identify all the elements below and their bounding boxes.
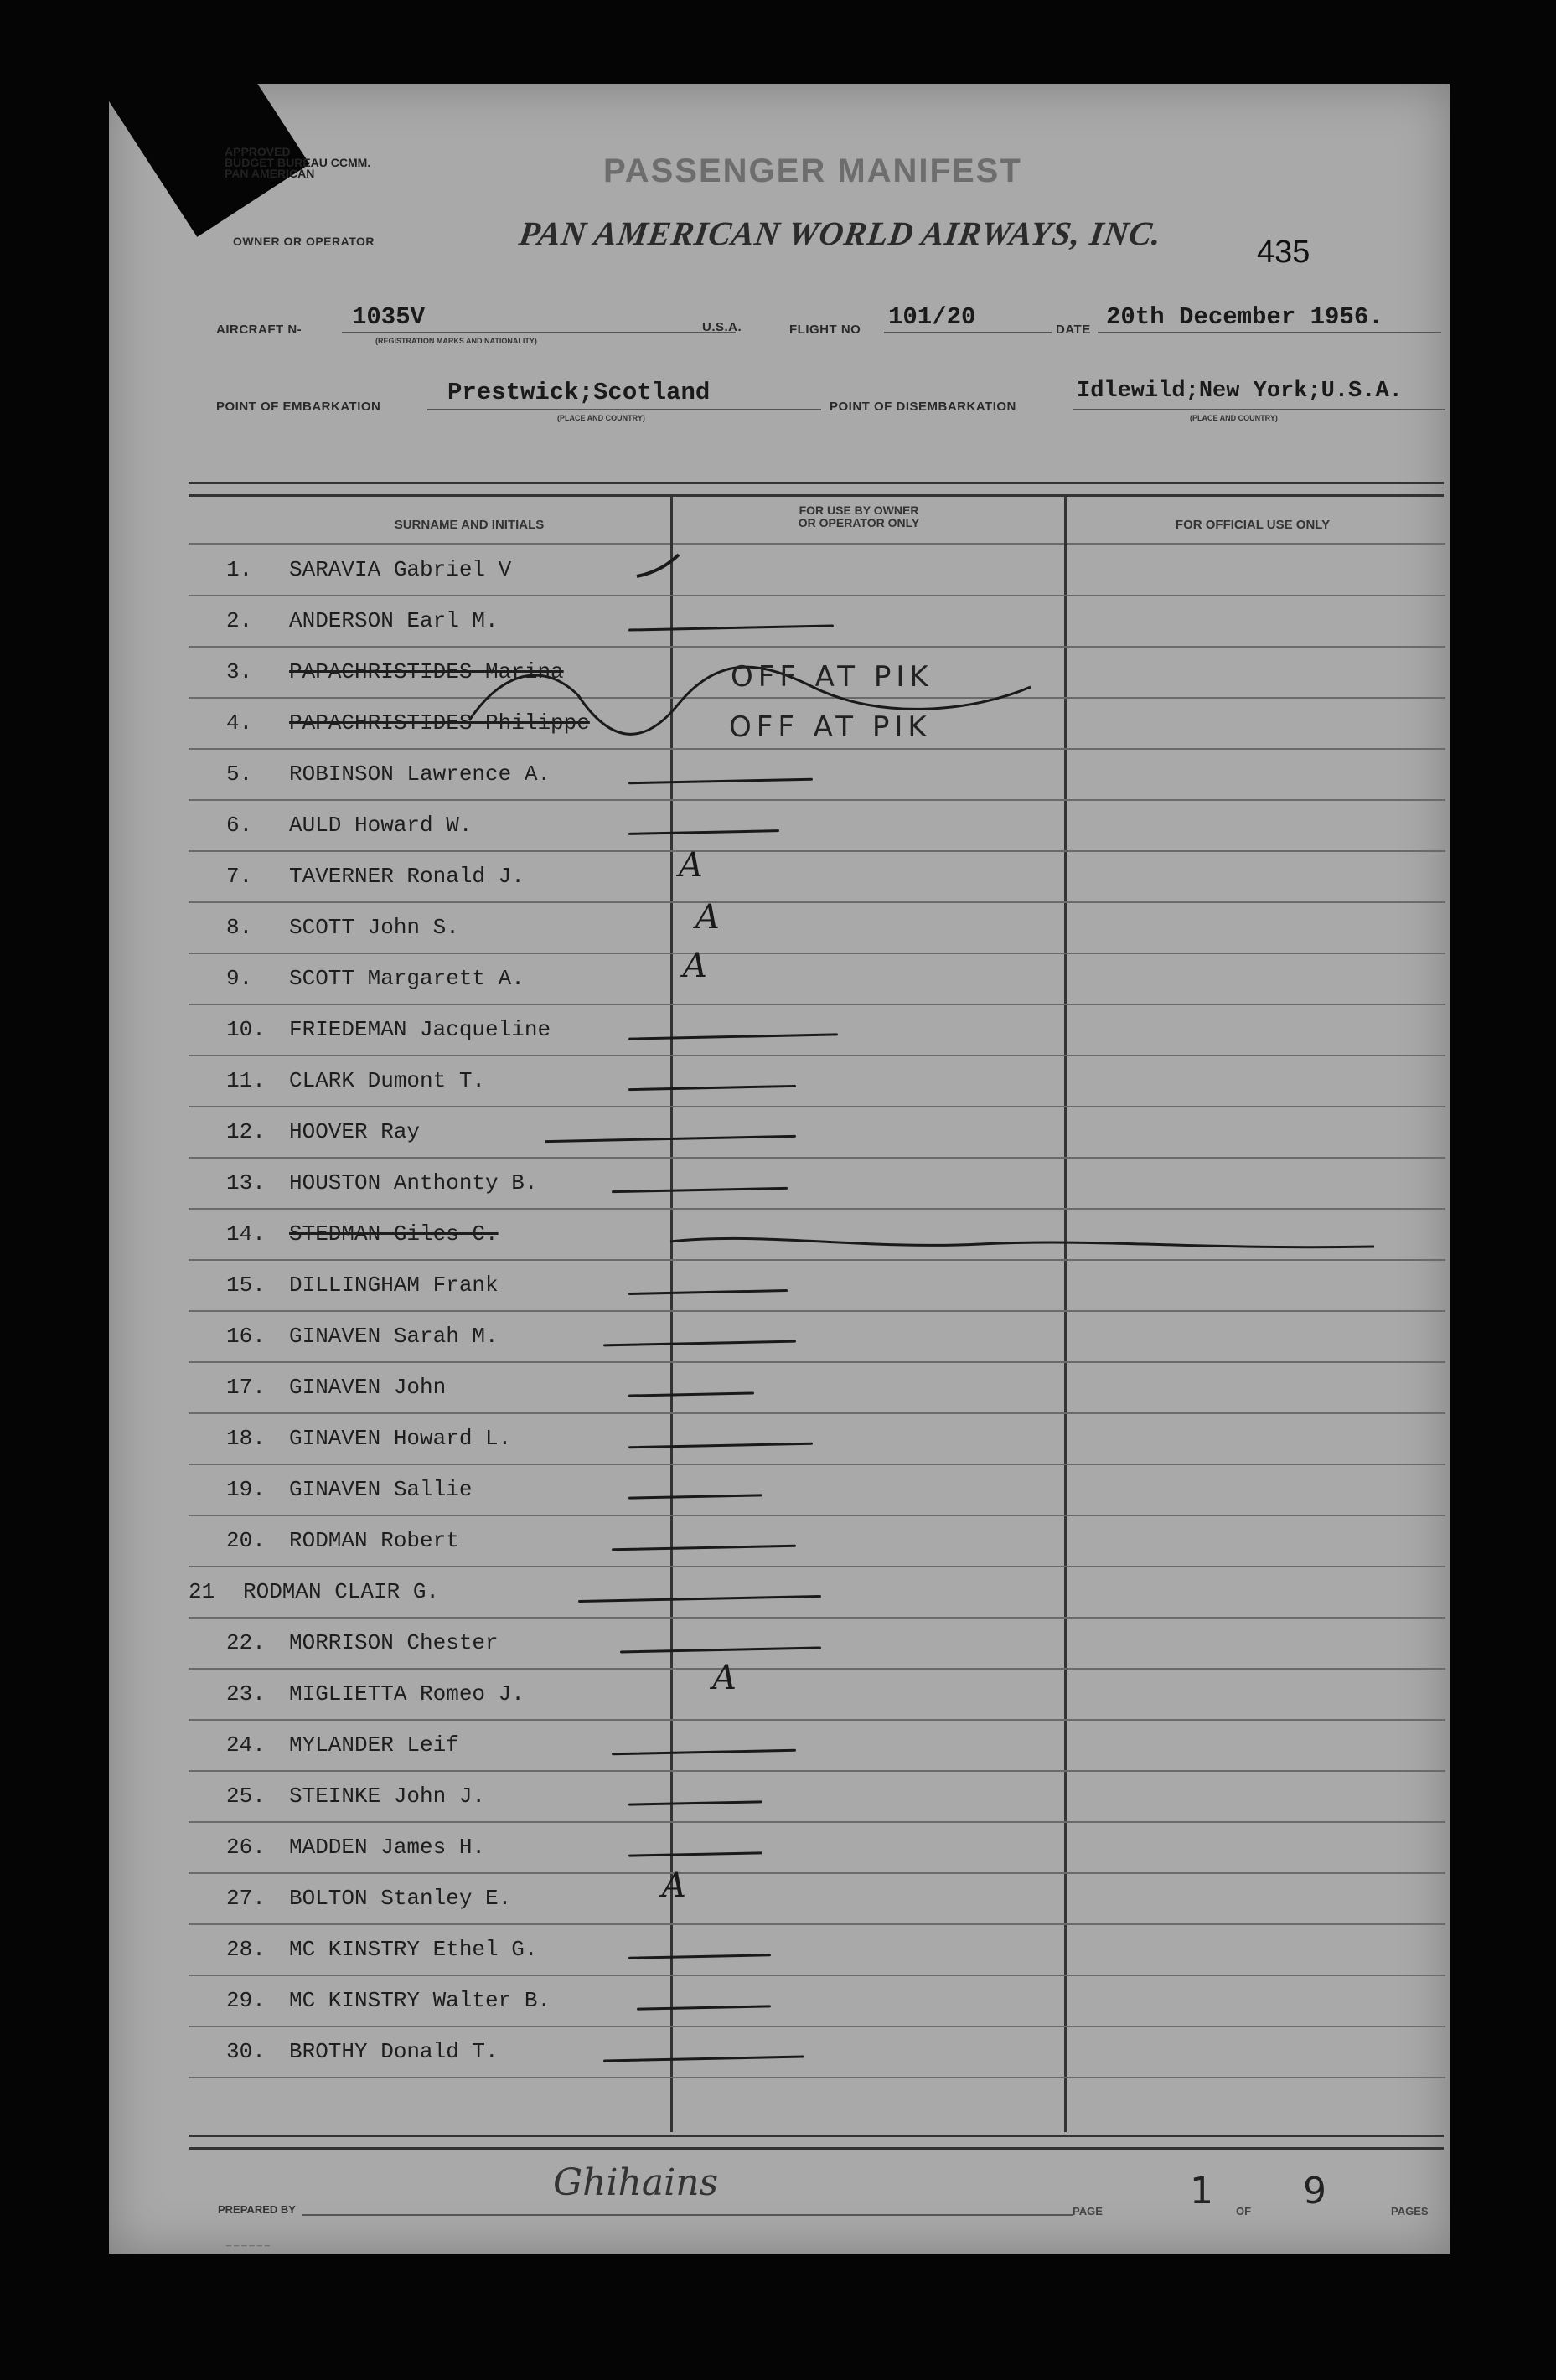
- row-number: 30.: [226, 2039, 266, 2064]
- aircraft-label: AIRCRAFT N-: [216, 323, 302, 337]
- initial-mark-row-23: A: [712, 1659, 737, 1697]
- passenger-name: GINAVEN Sarah M.: [289, 1324, 499, 1349]
- passenger-name: STEDMAN Giles C.: [289, 1221, 499, 1247]
- prepared-underline: [302, 2214, 1073, 2216]
- disembarkation-label: POINT OF DISEMBARKATION: [830, 400, 1016, 414]
- passenger-name: CLARK Dumont T.: [289, 1068, 486, 1093]
- embarkation-value: Prestwick;Scotland: [447, 379, 711, 406]
- passenger-name: RODMAN Robert: [289, 1528, 459, 1553]
- row-number: 5.: [226, 761, 253, 787]
- disembarkation-value: Idlewild;New York;U.S.A.: [1077, 379, 1403, 404]
- embarkation-label: POINT OF EMBARKATION: [216, 400, 381, 414]
- row-number: 29.: [226, 1988, 266, 2013]
- passenger-name: PAPACHRISTIDES Philippe: [289, 710, 590, 736]
- nationality: U.S.A.: [702, 320, 742, 334]
- pages-label: PAGES: [1391, 2205, 1429, 2217]
- row-number: 12.: [226, 1119, 266, 1144]
- row-number: 14.: [226, 1221, 266, 1247]
- passenger-name: BOLTON Stanley E.: [289, 1886, 512, 1911]
- passenger-name: BROTHY Donald T.: [289, 2039, 499, 2064]
- passenger-name: DILLINGHAM Frank: [289, 1273, 499, 1298]
- cancel-line-row-14: [670, 1238, 1374, 1247]
- passenger-name: MIGLIETTA Romeo J.: [289, 1681, 525, 1706]
- page-title: PASSENGER MANIFEST: [603, 152, 1022, 189]
- row-number: 4.: [226, 710, 253, 736]
- prepared-by-label: PREPARED BY: [218, 2203, 296, 2216]
- passenger-name: ANDERSON Earl M.: [289, 608, 499, 633]
- passenger-name: MORRISON Chester: [289, 1630, 499, 1655]
- row-number: 13.: [226, 1170, 266, 1195]
- page-value: 1: [1190, 2170, 1213, 2212]
- row-number: 27.: [226, 1886, 266, 1911]
- cancellation-marks: [109, 84, 1450, 2254]
- date-label: DATE: [1056, 323, 1091, 337]
- passenger-name: GINAVEN John: [289, 1375, 447, 1400]
- remark-row-4: OFF AT PIK: [729, 710, 932, 744]
- passenger-name: RODMAN CLAIR G.: [243, 1579, 440, 1604]
- row-number: 21: [189, 1579, 215, 1604]
- passenger-name: STEINKE John J.: [289, 1784, 486, 1809]
- passenger-name: GINAVEN Sallie: [289, 1477, 473, 1502]
- manifest-number: 435: [1257, 235, 1310, 270]
- row-number: 25.: [226, 1784, 266, 1809]
- disembarkation-caption: (PLACE AND COUNTRY): [1190, 414, 1278, 422]
- row-number: 18.: [226, 1426, 266, 1451]
- flight-date: 20th December 1956.: [1106, 303, 1383, 331]
- total-pages-value: 9: [1303, 2170, 1326, 2212]
- row-number: 2.: [226, 608, 253, 633]
- row-number: 17.: [226, 1375, 266, 1400]
- registration-caption: (REGISTRATION MARKS AND NATIONALITY): [375, 337, 537, 345]
- embarkation-caption: (PLACE AND COUNTRY): [557, 414, 645, 422]
- column-owner-header: FOR USE BY OWNER OR OPERATOR ONLY: [798, 503, 920, 529]
- passenger-name: TAVERNER Ronald J.: [289, 864, 525, 889]
- row-number: 8.: [226, 915, 253, 940]
- table-bottom-rule: [189, 2135, 1444, 2150]
- passenger-name: HOUSTON Anthonty B.: [289, 1170, 538, 1195]
- passenger-name: FRIEDEMAN Jacqueline: [289, 1017, 551, 1042]
- row-number: 6.: [226, 813, 253, 838]
- preparer-signature: Ghihains: [553, 2161, 719, 2204]
- row-number: 28.: [226, 1937, 266, 1962]
- row-number: 22.: [226, 1630, 266, 1655]
- form-number: _ _ _ _ _ _: [226, 2237, 270, 2247]
- row-number: 19.: [226, 1477, 266, 1502]
- initial-mark-row-7: A: [679, 846, 703, 885]
- row-number: 15.: [226, 1273, 266, 1298]
- passenger-name: PAPACHRISTIDES Marina: [289, 659, 564, 684]
- row-number: 20.: [226, 1528, 266, 1553]
- passenger-name: SCOTT John S.: [289, 915, 459, 940]
- passenger-name: MC KINSTRY Ethel G.: [289, 1937, 538, 1962]
- passenger-name: HOOVER Ray: [289, 1119, 421, 1144]
- row-number: 23.: [226, 1681, 266, 1706]
- approval-stamp: APPROVED BUDGET BUREAU CCMM. PAN AMERICAN: [225, 145, 371, 180]
- flight-label: FLIGHT NO: [789, 323, 861, 337]
- initial-mark-row-27: A: [662, 1866, 686, 1905]
- company-name: PAN AMERICAN WORLD AIRWAYS, INC.: [516, 214, 1165, 252]
- passenger-name: SARAVIA Gabriel V: [289, 557, 512, 582]
- initial-mark-row-8: A: [695, 898, 720, 937]
- passenger-name: MYLANDER Leif: [289, 1732, 459, 1758]
- column-name-header: SURNAME AND INITIALS: [394, 518, 545, 532]
- row-number: 26.: [226, 1835, 266, 1860]
- passenger-name: ROBINSON Lawrence A.: [289, 761, 551, 787]
- passenger-name: MC KINSTRY Walter B.: [289, 1988, 551, 2013]
- row-number: 7.: [226, 864, 253, 889]
- row-number: 9.: [226, 966, 253, 991]
- passenger-name: SCOTT Margarett A.: [289, 966, 525, 991]
- initial-mark-row-9: A: [683, 947, 707, 985]
- row-number: 16.: [226, 1324, 266, 1349]
- owner-operator-label: OWNER OR OPERATOR: [233, 235, 375, 248]
- remark-row-3: OFF AT PIK: [731, 660, 933, 694]
- row-number: 24.: [226, 1732, 266, 1758]
- column-official-header: FOR OFFICIAL USE ONLY: [1175, 518, 1331, 532]
- aircraft-number: 1035V: [352, 303, 426, 331]
- page-label: PAGE: [1073, 2205, 1103, 2217]
- row-number: 11.: [226, 1068, 266, 1093]
- row-number: 10.: [226, 1017, 266, 1042]
- manifest-sheet: [109, 84, 1450, 2254]
- passenger-name: AULD Howard W.: [289, 813, 473, 838]
- check-mark-row-1: [637, 555, 679, 576]
- row-number: 1.: [226, 557, 253, 582]
- row-number: 3.: [226, 659, 253, 684]
- of-label: OF: [1236, 2205, 1252, 2217]
- passenger-name: MADDEN James H.: [289, 1835, 486, 1860]
- passenger-name: GINAVEN Howard L.: [289, 1426, 512, 1451]
- flight-number: 101/20: [888, 303, 976, 331]
